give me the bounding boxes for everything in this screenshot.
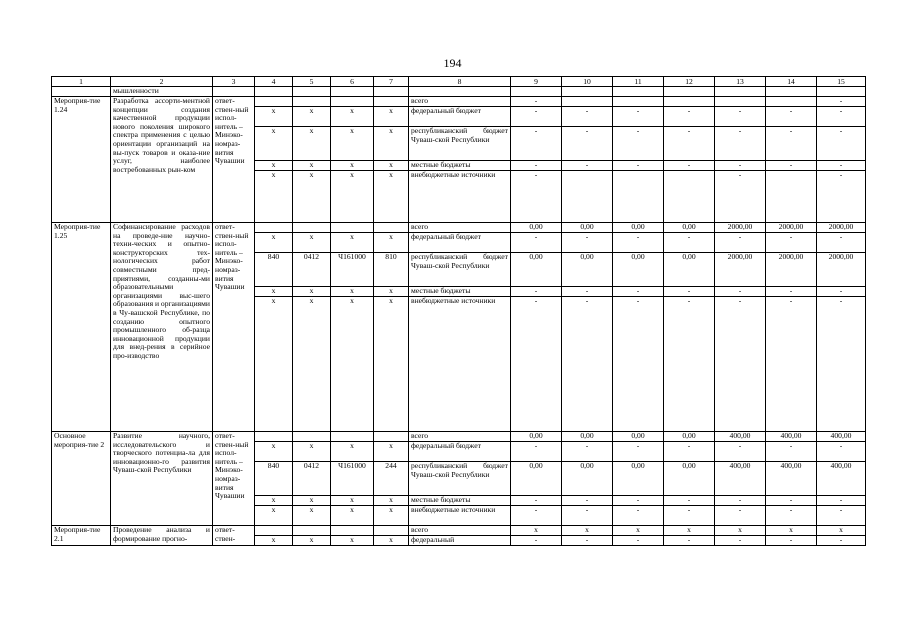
grbs-code: x xyxy=(255,506,293,526)
section-code xyxy=(293,432,331,442)
year-value: - xyxy=(766,297,817,432)
grbs-code: x xyxy=(255,536,293,546)
column-number-11: 11 xyxy=(613,77,664,87)
continuation-text: мышленности xyxy=(111,87,213,97)
year-value: - xyxy=(766,536,817,546)
year-value: - xyxy=(817,506,866,526)
year-value xyxy=(613,97,664,107)
expense-type-code xyxy=(374,526,409,536)
column-number-8: 8 xyxy=(409,77,511,87)
funding-source: всего xyxy=(409,526,511,536)
target-article-code: x xyxy=(331,127,374,161)
section-code: x xyxy=(293,442,331,462)
table-row xyxy=(52,526,866,536)
section-code: x xyxy=(293,297,331,432)
year-value: - xyxy=(562,442,613,462)
year-value: - xyxy=(511,233,562,253)
expense-type-code: x xyxy=(374,233,409,253)
target-article-code: x xyxy=(331,536,374,546)
expense-type-code: x xyxy=(374,107,409,127)
funding-source: местные бюджеты xyxy=(409,287,511,297)
year-value: - xyxy=(715,442,766,462)
year-value: - xyxy=(715,297,766,432)
year-value: - xyxy=(511,442,562,462)
year-value: 400,00 xyxy=(715,462,766,496)
funding-source: федеральный бюджет xyxy=(409,107,511,127)
year-value: 0,00 xyxy=(511,432,562,442)
year-value: - xyxy=(817,161,866,171)
year-value: 0,00 xyxy=(613,432,664,442)
expense-type-code: x xyxy=(374,496,409,506)
year-value: 0,00 xyxy=(511,223,562,233)
funding-source: республиканский бюджет Чуваш-ской Республики xyxy=(409,462,511,496)
column-number-9: 9 xyxy=(511,77,562,87)
measure-description: Развитие научного, исследовательского и творческого потенциа-ла для инновационно-го развития Чуваш-ской Республики xyxy=(111,432,213,526)
year-value: - xyxy=(613,287,664,297)
year-value: - xyxy=(562,107,613,127)
year-value: - xyxy=(511,107,562,127)
year-value: - xyxy=(715,536,766,546)
target-article-code: x xyxy=(331,171,374,223)
year-value: x xyxy=(664,526,715,536)
year-value: - xyxy=(817,233,866,253)
year-value: 0,00 xyxy=(664,253,715,287)
target-article-code: x xyxy=(331,496,374,506)
funding-source: федеральный бюджет xyxy=(409,442,511,462)
section-code xyxy=(293,526,331,536)
year-value: 0,00 xyxy=(562,223,613,233)
year-value: - xyxy=(766,233,817,253)
funding-source: федеральный бюджет xyxy=(409,233,511,253)
table-row xyxy=(52,432,866,442)
year-value xyxy=(766,171,817,223)
year-value: - xyxy=(511,171,562,223)
expense-type-code: 810 xyxy=(374,253,409,287)
year-value: x xyxy=(562,526,613,536)
year-value: - xyxy=(613,107,664,127)
column-number-13: 13 xyxy=(715,77,766,87)
section-code: x xyxy=(293,161,331,171)
measure-label: Мероприя-тие 1.25 xyxy=(52,223,111,432)
section-code: x xyxy=(293,506,331,526)
expense-type-code xyxy=(374,97,409,107)
year-value: - xyxy=(613,233,664,253)
year-value: - xyxy=(664,287,715,297)
column-number-6: 6 xyxy=(331,77,374,87)
expense-type-code: x xyxy=(374,127,409,161)
year-value: 400,00 xyxy=(715,432,766,442)
grbs-code: x xyxy=(255,171,293,223)
responsible-executor: ответ-ствен-ный испол-нитель – Минэко-номраз-вития Чувашии xyxy=(213,223,255,432)
year-value: - xyxy=(715,107,766,127)
expense-type-code: x xyxy=(374,171,409,223)
expense-type-code: 244 xyxy=(374,462,409,496)
year-value: - xyxy=(613,297,664,432)
funding-source: республиканский бюджет Чуваш-ской Республики xyxy=(409,127,511,161)
column-number-12: 12 xyxy=(664,77,715,87)
responsible-executor: ответ-ствен-ный испол-нитель – Минэко-номраз-вития Чувашии xyxy=(213,432,255,526)
funding-source: федеральный xyxy=(409,536,511,546)
year-value: 400,00 xyxy=(766,462,817,496)
year-value: - xyxy=(613,496,664,506)
year-value: - xyxy=(562,496,613,506)
year-value xyxy=(664,97,715,107)
grbs-code xyxy=(255,97,293,107)
target-article-code: x xyxy=(331,161,374,171)
expense-type-code: x xyxy=(374,506,409,526)
funding-source: республиканский бюджет Чуваш-ской Республики xyxy=(409,253,511,287)
year-value: - xyxy=(664,107,715,127)
year-value: - xyxy=(562,297,613,432)
year-value: - xyxy=(817,97,866,107)
target-article-code: x xyxy=(331,506,374,526)
funding-source: внебюджетные источники xyxy=(409,171,511,223)
year-value: 0,00 xyxy=(562,432,613,442)
year-value: - xyxy=(664,506,715,526)
year-value: - xyxy=(766,496,817,506)
measure-description: Разработка ассорти-ментной концепции создания качественной продукции нового поколения широкого спектра применения с целью ориентации организаций на вы-пуск товаров и оказа-ние услуг, наиболее востребованных рын-ком xyxy=(111,97,213,223)
funding-source: внебюджетные источники xyxy=(409,506,511,526)
responsible-executor: ответ-ствен- xyxy=(213,526,255,546)
year-value: - xyxy=(715,233,766,253)
expense-type-code: x xyxy=(374,536,409,546)
target-article-code: x xyxy=(331,233,374,253)
year-value: - xyxy=(817,297,866,432)
year-value: - xyxy=(562,287,613,297)
budget-table xyxy=(51,76,866,546)
target-article-code xyxy=(331,526,374,536)
target-article-code: x xyxy=(331,442,374,462)
grbs-code: x xyxy=(255,297,293,432)
continuation-row xyxy=(52,87,866,97)
grbs-code: x xyxy=(255,107,293,127)
year-value: - xyxy=(511,506,562,526)
target-article-code: x xyxy=(331,107,374,127)
target-article-code xyxy=(331,97,374,107)
column-number-5: 5 xyxy=(293,77,331,87)
year-value: - xyxy=(562,127,613,161)
year-value: - xyxy=(715,127,766,161)
section-code: x xyxy=(293,496,331,506)
year-value: - xyxy=(817,496,866,506)
year-value: - xyxy=(817,536,866,546)
section-code: 0412 xyxy=(293,462,331,496)
funding-source: всего xyxy=(409,432,511,442)
year-value xyxy=(715,97,766,107)
year-value: 0,00 xyxy=(664,223,715,233)
measure-label: Мероприя-тие 1.24 xyxy=(52,97,111,223)
year-value: 0,00 xyxy=(613,223,664,233)
column-number-1: 1 xyxy=(52,77,111,87)
year-value: - xyxy=(664,297,715,432)
year-value: - xyxy=(511,97,562,107)
year-value: 0,00 xyxy=(562,462,613,496)
table-row xyxy=(52,223,866,233)
year-value: 2000,00 xyxy=(715,253,766,287)
section-code: x xyxy=(293,107,331,127)
year-value: - xyxy=(766,161,817,171)
year-value: - xyxy=(613,161,664,171)
section-code xyxy=(293,223,331,233)
year-value: 2000,00 xyxy=(766,253,817,287)
year-value: - xyxy=(817,107,866,127)
funding-source: всего xyxy=(409,97,511,107)
year-value: - xyxy=(766,287,817,297)
column-number-7: 7 xyxy=(374,77,409,87)
year-value: - xyxy=(766,127,817,161)
year-value: - xyxy=(664,536,715,546)
year-value: 2000,00 xyxy=(817,253,866,287)
year-value: - xyxy=(817,442,866,462)
year-value: - xyxy=(511,161,562,171)
target-article-code: x xyxy=(331,297,374,432)
year-value: - xyxy=(715,287,766,297)
expense-type-code: x xyxy=(374,297,409,432)
expense-type-code: x xyxy=(374,287,409,297)
funding-source: местные бюджеты xyxy=(409,496,511,506)
year-value: - xyxy=(613,442,664,462)
grbs-code: 840 xyxy=(255,462,293,496)
expense-type-code xyxy=(374,223,409,233)
column-number-2: 2 xyxy=(111,77,213,87)
year-value: - xyxy=(664,442,715,462)
year-value: 0,00 xyxy=(613,462,664,496)
year-value: - xyxy=(766,442,817,462)
year-value: - xyxy=(511,496,562,506)
grbs-code: x xyxy=(255,233,293,253)
year-value: - xyxy=(613,536,664,546)
year-value: 0,00 xyxy=(613,253,664,287)
grbs-code xyxy=(255,526,293,536)
year-value: - xyxy=(511,127,562,161)
section-code: x xyxy=(293,233,331,253)
year-value: - xyxy=(511,297,562,432)
year-value: - xyxy=(562,506,613,526)
year-value: 0,00 xyxy=(664,462,715,496)
year-value: - xyxy=(664,233,715,253)
year-value: 2000,00 xyxy=(715,223,766,233)
section-code: 0412 xyxy=(293,253,331,287)
year-value: - xyxy=(511,287,562,297)
measure-description: Софинансирование расходов на проведе-ние научно-техни-ческих и опытно-конструкторских тех-нологических работ совместными пред-приятиями, созданны-ми образовательными организациями выс-шего образования и организациями в Чу-вашской Республике, по созданию опытного промышленного об-разца инновационной продукции для внед-рения в серийное про-изводство xyxy=(111,223,213,432)
target-article-code: Ч161000 xyxy=(331,253,374,287)
year-value xyxy=(613,171,664,223)
column-number-14: 14 xyxy=(766,77,817,87)
year-value: 400,00 xyxy=(817,462,866,496)
section-code: x xyxy=(293,127,331,161)
year-value: x xyxy=(715,526,766,536)
year-value xyxy=(562,171,613,223)
grbs-code: x xyxy=(255,496,293,506)
year-value: 0,00 xyxy=(511,253,562,287)
year-value: 400,00 xyxy=(817,432,866,442)
target-article-code xyxy=(331,432,374,442)
expense-type-code: x xyxy=(374,442,409,462)
target-article-code xyxy=(331,223,374,233)
page-number: 194 xyxy=(443,56,462,70)
column-number-row xyxy=(52,77,866,87)
year-value: - xyxy=(613,127,664,161)
year-value: - xyxy=(715,496,766,506)
year-value xyxy=(562,97,613,107)
responsible-executor: ответ-ствен-ный испол-нитель – Минэко-номраз-вития Чувашии xyxy=(213,97,255,223)
year-value: x xyxy=(613,526,664,536)
year-value xyxy=(664,171,715,223)
year-value: - xyxy=(817,287,866,297)
year-value: - xyxy=(664,496,715,506)
grbs-code: x xyxy=(255,161,293,171)
year-value: - xyxy=(817,127,866,161)
column-number-15: 15 xyxy=(817,77,866,87)
year-value: - xyxy=(715,161,766,171)
year-value: - xyxy=(664,161,715,171)
year-value: - xyxy=(613,506,664,526)
year-value: - xyxy=(766,107,817,127)
year-value: x xyxy=(817,526,866,536)
table-row xyxy=(52,97,866,107)
section-code: x xyxy=(293,536,331,546)
grbs-code: 840 xyxy=(255,253,293,287)
year-value: 2000,00 xyxy=(817,223,866,233)
year-value: - xyxy=(511,536,562,546)
year-value: - xyxy=(715,506,766,526)
year-value: 0,00 xyxy=(562,253,613,287)
year-value: 0,00 xyxy=(511,462,562,496)
target-article-code: Ч161000 xyxy=(331,462,374,496)
year-value: - xyxy=(817,171,866,223)
funding-source: всего xyxy=(409,223,511,233)
year-value: - xyxy=(562,233,613,253)
grbs-code xyxy=(255,223,293,233)
grbs-code: x xyxy=(255,442,293,462)
expense-type-code: x xyxy=(374,161,409,171)
target-article-code: x xyxy=(331,287,374,297)
measure-label: Мероприя-тие 2.1 xyxy=(52,526,111,546)
column-number-3: 3 xyxy=(213,77,255,87)
section-code: x xyxy=(293,287,331,297)
grbs-code: x xyxy=(255,287,293,297)
year-value: - xyxy=(664,127,715,161)
grbs-code: x xyxy=(255,127,293,161)
year-value: - xyxy=(562,161,613,171)
year-value xyxy=(766,97,817,107)
funding-source: внебюджетные источники xyxy=(409,297,511,432)
measure-label: Основное мероприя-тие 2 xyxy=(52,432,111,526)
section-code: x xyxy=(293,171,331,223)
year-value: - xyxy=(766,506,817,526)
expense-type-code xyxy=(374,432,409,442)
year-value: 2000,00 xyxy=(766,223,817,233)
year-value: 400,00 xyxy=(766,432,817,442)
year-value: - xyxy=(715,171,766,223)
grbs-code xyxy=(255,432,293,442)
column-number-10: 10 xyxy=(562,77,613,87)
column-number-4: 4 xyxy=(255,77,293,87)
year-value: x xyxy=(766,526,817,536)
year-value: x xyxy=(511,526,562,536)
section-code xyxy=(293,97,331,107)
year-value: - xyxy=(562,536,613,546)
year-value: 0,00 xyxy=(664,432,715,442)
funding-source: местные бюджеты xyxy=(409,161,511,171)
measure-description: Проведение анализа и формирование прогно- xyxy=(111,526,213,546)
